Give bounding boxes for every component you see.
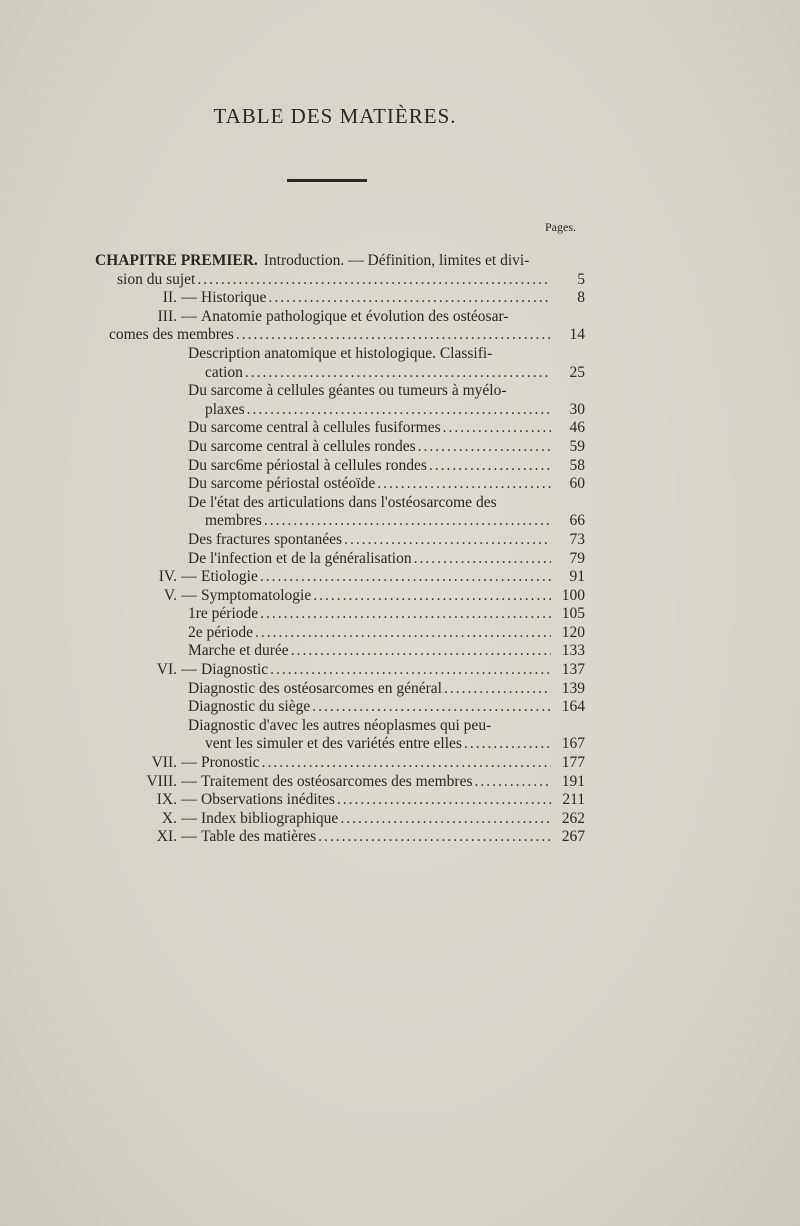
- toc-subentry: [95, 698, 585, 717]
- toc-subentry: [95, 550, 585, 569]
- chapter-number: II.: [162, 289, 177, 307]
- toc-subentry: [95, 419, 585, 438]
- toc-page-number: 177: [561, 754, 585, 772]
- title-rule: [287, 179, 367, 182]
- page-title: TABLE DES MATIÈRES.: [213, 104, 457, 128]
- toc-entry-chapter-9: [95, 791, 585, 810]
- chapter-number: IV.: [158, 568, 177, 586]
- toc-entry-text: 2e période: [188, 623, 253, 641]
- toc-entry-text: Du sarcome central à cellules fusiformes: [188, 419, 441, 437]
- leader-dots: [474, 773, 551, 792]
- chapter-number: V.: [163, 586, 177, 604]
- toc-subentry: [95, 494, 585, 531]
- toc-page-number: 137: [561, 661, 585, 679]
- leader-dots: [344, 531, 551, 550]
- toc-page-number: 46: [569, 419, 585, 437]
- toc-page-number: 164: [561, 698, 585, 716]
- toc-page-number: 14: [569, 326, 585, 344]
- toc-entry-text: Etiologie: [201, 568, 258, 586]
- toc-entry-chapter-1: [95, 252, 585, 289]
- toc-entry-text: sion du sujet: [117, 270, 196, 288]
- leader-dots: [260, 568, 551, 587]
- toc-subentry: [95, 382, 585, 419]
- toc-page-number: 79: [569, 549, 585, 567]
- toc-subentry: [95, 475, 585, 494]
- toc-subentry: [95, 531, 585, 550]
- toc-page-number: 25: [569, 363, 585, 381]
- toc-subentry: [95, 345, 585, 382]
- leader-dots: [337, 791, 551, 810]
- leader-dots: [313, 587, 551, 606]
- leader-dots: [245, 364, 551, 383]
- toc-entry-text: Du sarcome central à cellules rondes: [188, 437, 416, 455]
- pages-column-label: Pages.: [545, 220, 576, 234]
- dash: —: [181, 809, 197, 827]
- toc-entry-text: 1re période: [188, 605, 259, 623]
- toc-page-number: 5: [577, 270, 585, 288]
- toc-entry-chapter-8: [95, 773, 585, 792]
- dash: —: [181, 828, 197, 846]
- toc-page-number: 59: [569, 437, 585, 455]
- leader-dots: [444, 680, 551, 699]
- toc-page-number: 139: [561, 679, 585, 697]
- dash: —: [181, 754, 197, 772]
- leader-dots: [255, 624, 551, 643]
- toc-subentry: [95, 624, 585, 643]
- chapter-label: CHAPITRE PREMIER.: [95, 252, 258, 269]
- leader-dots: [270, 661, 551, 680]
- toc-entry-text: membres: [205, 512, 262, 530]
- toc-entry-chapter-4: [95, 568, 585, 587]
- leader-dots: [414, 550, 551, 569]
- leader-dots: [418, 438, 551, 457]
- dash: —: [181, 568, 197, 586]
- toc-subentry: [95, 457, 585, 476]
- toc-page-number: 133: [561, 642, 585, 660]
- toc-page-number: 105: [561, 605, 585, 623]
- chapter-number: X.: [161, 809, 177, 827]
- toc-entry-chapter-7: [95, 754, 585, 773]
- toc-page-number: 30: [569, 400, 585, 418]
- toc-entry-text: Introduction. — Définition, limites et divi-: [263, 252, 530, 269]
- dash: —: [181, 772, 197, 790]
- toc-page-number: 60: [569, 475, 585, 493]
- toc-page-number: 211: [562, 791, 585, 809]
- chapter-number: VII.: [151, 754, 177, 772]
- toc-page-number: 73: [569, 530, 585, 548]
- toc-entry-text: Symptomatologie: [201, 586, 312, 604]
- toc-entry-text: Diagnostic du siège: [188, 698, 311, 716]
- leader-dots: [268, 289, 551, 308]
- dash: —: [181, 289, 197, 307]
- toc-entry-chapter-5: [95, 587, 585, 606]
- toc-page-number: 167: [561, 735, 585, 753]
- chapter-number: XI.: [156, 828, 177, 846]
- chapter-number: III.: [157, 307, 177, 325]
- toc-entry-text: comes des membres: [109, 326, 234, 344]
- toc-entry-text: De l'infection et de la généralisation: [188, 549, 412, 567]
- toc-entry-chapter-3: [95, 308, 585, 345]
- leader-dots: [312, 698, 551, 717]
- toc-entry-text: Marche et durée: [188, 642, 289, 660]
- chapter-number: VI.: [156, 661, 177, 679]
- toc-entry-chapter-11: [95, 828, 585, 847]
- leader-dots: [264, 512, 551, 531]
- toc-page-number: 66: [569, 512, 585, 530]
- leader-dots: [377, 475, 551, 494]
- leader-dots: [236, 326, 551, 345]
- toc-entry-text: Du sarcome à cellules géantes ou tumeurs à myélo-: [188, 382, 507, 400]
- toc-page-number: 91: [569, 568, 585, 586]
- toc-entry-text: Index bibliographique: [201, 809, 339, 827]
- table-of-contents: [95, 252, 585, 847]
- toc-entry-text: Traitement des ostéosarcomes des membres: [201, 772, 473, 790]
- leader-dots: [443, 419, 551, 438]
- dash: —: [181, 791, 197, 809]
- dash: —: [181, 307, 197, 325]
- toc-entry-text: Anatomie pathologique et évolution des ostéosar-: [201, 307, 509, 325]
- leader-dots: [318, 828, 551, 847]
- toc-entry-text: Diagnostic: [201, 661, 269, 679]
- leader-dots: [247, 401, 551, 420]
- toc-entry-text: Du sarc6me périostal à cellules rondes: [188, 456, 427, 474]
- toc-entry-text: Historique: [201, 289, 267, 307]
- toc-page-number: 262: [561, 809, 585, 827]
- toc-entry-text: cation: [205, 363, 243, 381]
- toc-entry-chapter-6: [95, 661, 585, 680]
- leader-dots: [291, 642, 551, 661]
- toc-page-number: 267: [561, 828, 585, 846]
- toc-entry-text: Table des matières: [201, 828, 317, 846]
- toc-page-number: 58: [569, 456, 585, 474]
- leader-dots: [260, 605, 551, 624]
- toc-page-number: 120: [561, 623, 585, 641]
- toc-entry-text: Des fractures spontanées: [188, 530, 343, 548]
- dash: —: [181, 586, 197, 604]
- toc-entry-text: Du sarcome périostal ostéoïde: [188, 475, 376, 493]
- dash: —: [181, 661, 197, 679]
- leader-dots: [197, 271, 551, 290]
- toc-entry-chapter-2: [95, 289, 585, 308]
- toc-subentry: [95, 642, 585, 661]
- leader-dots: [340, 810, 551, 829]
- toc-entry-text: Diagnostic des ostéosarcomes en général: [188, 679, 442, 697]
- toc-page-number: 8: [577, 289, 585, 307]
- toc-entry-text: plaxes: [205, 400, 245, 418]
- chapter-number: VIII.: [146, 772, 177, 790]
- leader-dots: [464, 735, 551, 754]
- toc-entry-text: Pronostic: [201, 754, 260, 772]
- leader-dots: [262, 754, 551, 773]
- chapter-number: IX.: [156, 791, 177, 809]
- toc-entry-text: De l'état des articulations dans l'ostéosarcome des: [188, 493, 497, 511]
- toc-subentry: [95, 680, 585, 699]
- toc-entry-chapter-10: [95, 810, 585, 829]
- toc-subentry: [95, 717, 585, 754]
- toc-page-number: 100: [561, 586, 585, 604]
- toc-subentry: [95, 605, 585, 624]
- toc-entry-text: Description anatomique et histologique. Classifi-: [188, 344, 493, 362]
- toc-entry-text: Observations inédites: [201, 791, 335, 809]
- toc-entry-text: vent les simuler et des variétés entre elles: [205, 735, 462, 753]
- toc-page-number: 191: [561, 772, 585, 790]
- leader-dots: [429, 457, 551, 476]
- toc-subentry: [95, 438, 585, 457]
- toc-entry-text: Diagnostic d'avec les autres néoplasmes qui peu-: [188, 716, 492, 734]
